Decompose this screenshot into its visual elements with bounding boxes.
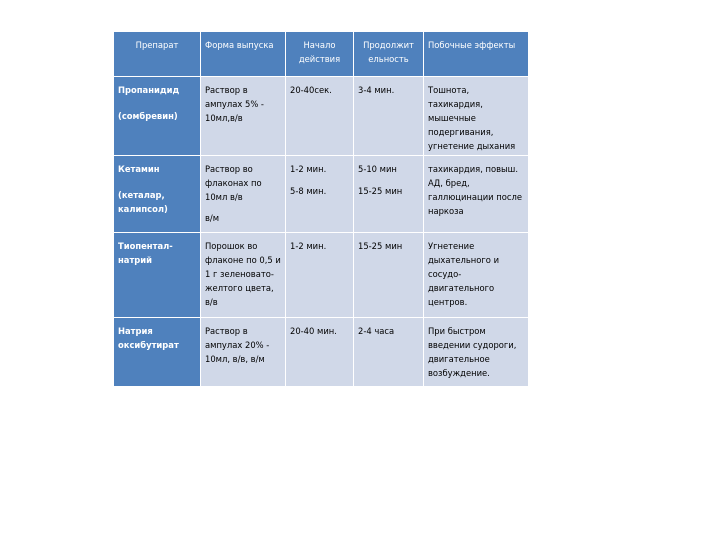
drug-name-cell [114, 156, 201, 233]
header-onset: Начало действия [286, 32, 354, 77]
side-effects-cell: тахикардия, повыш. АД, бред, галлюцинации после наркоза [424, 156, 529, 233]
header-drug: Препарат [114, 32, 201, 77]
drug-name-cell [114, 318, 201, 387]
onset-cell: 20-40 мин. [286, 318, 354, 387]
form-extra-text: в/м [205, 213, 220, 223]
drug-name: Натрия оксибутират [118, 326, 179, 350]
onset-cell: 1-2 мин. [286, 233, 354, 318]
onset-extra-text: 5-8 мин. [290, 186, 327, 196]
side-effects-cell: Угнетение дыхательного и сосудо-двигательного центров. [424, 233, 529, 318]
form-cell: Раствор в ампулах 20% - 10мл, в/в, в/м [201, 318, 286, 387]
duration-cell: 15-25 мин [354, 233, 424, 318]
duration-extra-text: 15-25 мин [358, 186, 403, 196]
duration-text: 5-10 мин [358, 164, 397, 174]
duration-cell [354, 156, 424, 233]
side-effects-cell: Тошнота, тахикардия, мышечные подергивания, угнетение дыхания [424, 77, 529, 156]
header-duration: Продолжит ельность [354, 32, 424, 77]
drug-name: Тиопентал-натрий [118, 241, 173, 265]
form-cell: Раствор в ампулах 5% - 10мл,в/в [201, 77, 286, 156]
form-text: Раствор во флаконах по 10мл в/в [205, 164, 262, 202]
table-row [114, 156, 529, 233]
drug-alt-name: (сомбревин) [118, 111, 178, 121]
drug-comparison-table [113, 31, 529, 387]
table-header-row [114, 32, 529, 77]
form-cell: Порошок во флаконе по 0,5 и 1 г зеленовато-желтого цвета, в/в [201, 233, 286, 318]
header-side-effects: Побочные эффекты [424, 32, 529, 77]
duration-cell: 3-4 мин. [354, 77, 424, 156]
drug-name-cell [114, 233, 201, 318]
drug-name-cell [114, 77, 201, 156]
form-cell [201, 156, 286, 233]
table-row [114, 233, 529, 318]
drug-alt-name: (кеталар, калипсол) [118, 190, 168, 214]
onset-cell [286, 156, 354, 233]
drug-name: Пропанидид [118, 85, 180, 95]
onset-text: 1-2 мин. [290, 164, 327, 174]
side-effects-cell: При быстром введении судороги, двигательное возбуждение. [424, 318, 529, 387]
header-form: Форма выпуска [201, 32, 286, 77]
onset-cell: 20-40сек. [286, 77, 354, 156]
drug-name: Кетамин [118, 164, 160, 174]
duration-cell: 2-4 часа [354, 318, 424, 387]
table-row [114, 77, 529, 156]
table-row [114, 318, 529, 387]
